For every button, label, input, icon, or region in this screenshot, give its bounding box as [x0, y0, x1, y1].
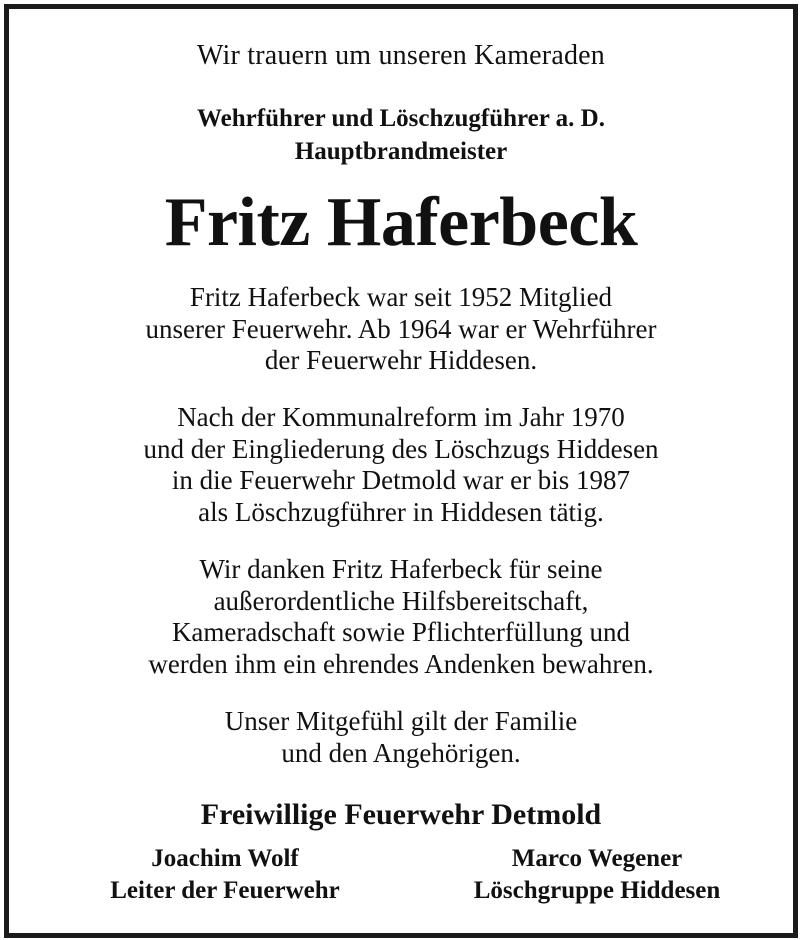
rank-line: Wehrführer und Löschzugführer a. D. — [197, 105, 605, 132]
paragraph-thanks — [9, 554, 793, 680]
rank-line: Hauptbrandmeister — [294, 138, 508, 165]
text-line: Nach der Kommunalreform im Jahr 1970 — [177, 402, 625, 432]
text-line: Fritz Haferbeck war seit 1952 Mitglied — [189, 282, 613, 312]
signatory-right — [437, 843, 757, 907]
obituary-notice — [9, 9, 793, 933]
signatory-role: Leiter der Feuerwehr — [110, 877, 340, 904]
text-line: in die Feuerwehr Detmold war er bis 1987 — [171, 465, 631, 495]
signatory-name: Marco Wegener — [511, 845, 683, 872]
text-line: außerordentliche Hilfsbereitschaft, — [213, 585, 589, 616]
text-line: werden ihm ein ehrendes Andenken bewahren. — [148, 648, 654, 679]
paragraph-membership — [9, 282, 793, 377]
text-line: Wir danken Fritz Haferbeck für seine — [199, 554, 603, 584]
signatory-role: Löschgruppe Hiddesen — [473, 877, 721, 904]
deceased-name: Fritz Haferbeck — [164, 184, 638, 261]
paragraph-reform — [9, 402, 793, 528]
paragraph-condolence — [9, 706, 793, 769]
signatory-left — [75, 843, 375, 907]
signatory-name: Joachim Wolf — [151, 845, 299, 872]
text-line: unserer Feuerwehr. Ab 1964 war er Wehrführer — [145, 313, 657, 344]
intro-line: Wir trauern um unseren Kameraden — [197, 40, 605, 71]
text-line: Unser Mitgefühl gilt der Familie — [224, 706, 578, 736]
text-line: als Löschzugführer in Hiddesen tätig. — [198, 496, 604, 527]
text-line: Kameradschaft sowie Pflichterfüllung und — [171, 617, 631, 647]
notice-frame — [4, 4, 798, 938]
text-line: der Feuerwehr Hiddesen. — [264, 345, 538, 375]
text-line: und der Eingliederung des Löschzugs Hiddesen — [143, 433, 659, 464]
rank-block — [9, 102, 793, 168]
text-line: und den Angehörigen. — [281, 737, 521, 768]
organization-name: Freiwillige Feuerwehr Detmold — [200, 798, 602, 831]
